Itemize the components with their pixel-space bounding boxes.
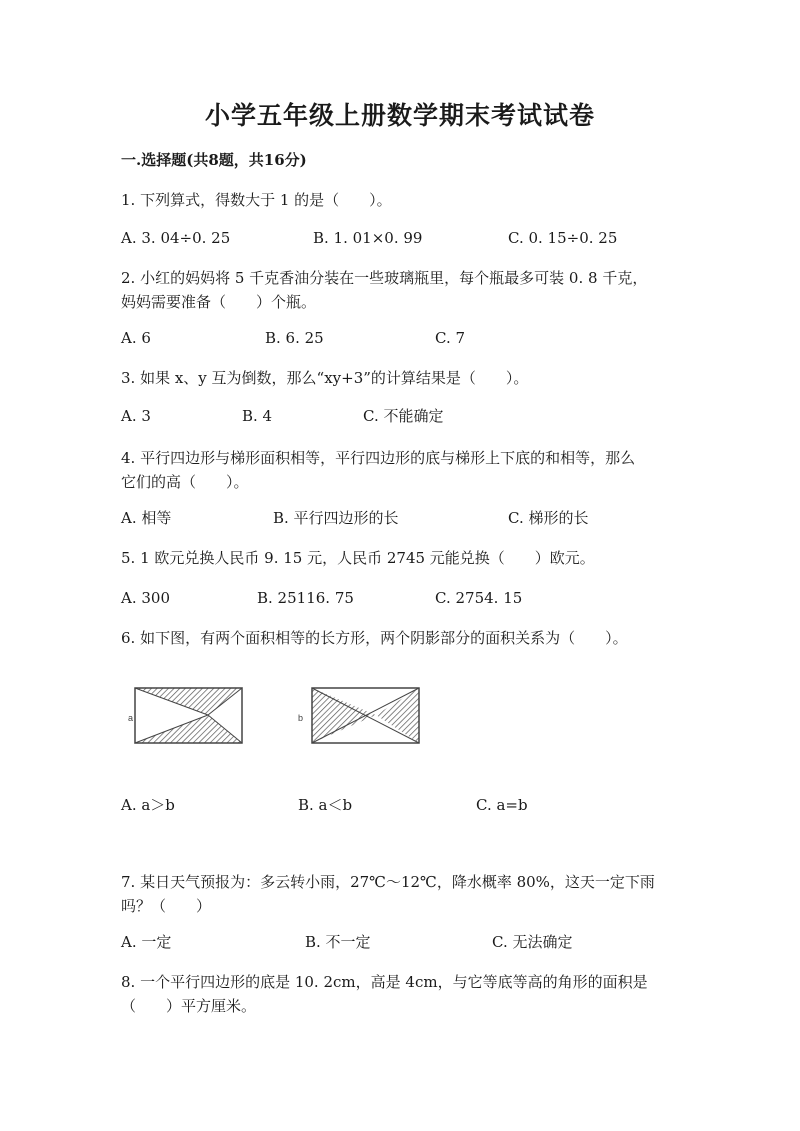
question-5-option-a: A. 300 <box>121 589 170 607</box>
question-5-option-c: C. 2754. 15 <box>435 589 523 607</box>
rectangles-figure <box>128 683 428 757</box>
rectangle-b <box>298 688 419 743</box>
question-3-option-a: A. 3 <box>121 407 151 425</box>
figure-label-a: a <box>128 713 134 723</box>
question-6-text <box>121 626 681 650</box>
question-3-text <box>121 366 681 390</box>
question-line: 它们的高（ ）。 <box>121 473 249 491</box>
question-line: 3. 如果 x、y 互为倒数，那么“xy+3”的计算结果是（ ）。 <box>121 369 529 387</box>
question-line: 4. 平行四边形与梯形面积相等，平行四边形的底与梯形上下底的和相等，那么 <box>121 449 636 467</box>
question-7-option-a: A. 一定 <box>121 933 172 951</box>
page-title: 小学五年级上册数学期末考试试卷 <box>204 101 595 130</box>
question-1-option-b: B. 1. 01×0. 99 <box>313 229 423 247</box>
question-1-option-c: C. 0. 15÷0. 25 <box>508 229 618 247</box>
question-4-option-c: C. 梯形的长 <box>508 509 589 527</box>
shaded-triangle-right <box>376 688 419 743</box>
question-5-option-b: B. 25116. 75 <box>257 589 354 607</box>
question-8-text <box>121 970 681 1018</box>
question-line: （ ）平方厘米。 <box>121 997 257 1015</box>
question-line: 8. 一个平行四边形的底是 10. 2cm，高是 4cm，与它等底等高的角形的面积是 <box>121 973 648 991</box>
question-line: 妈妈需要准备（ ）个瓶。 <box>121 293 317 311</box>
question-2-option-c: C. 7 <box>435 329 466 347</box>
question-6-option-a: A. a＞b <box>121 796 175 814</box>
question-1-option-a: A. 3. 04÷0. 25 <box>121 229 231 247</box>
question-3-option-b: B. 4 <box>242 407 273 425</box>
question-2-option-b: B. 6. 25 <box>265 329 324 347</box>
figure-label-b: b <box>298 713 304 723</box>
question-line: 5. 1 欧元兑换人民币 9. 15 元，人民币 2745 元能兑换（ ）欧元。 <box>121 549 595 567</box>
question-2-option-a: A. 6 <box>121 329 151 347</box>
rectangle-a <box>128 688 242 743</box>
question-7-option-b: B. 不一定 <box>305 933 371 951</box>
question-7-text <box>121 870 681 918</box>
question-6-option-b: B. a＜b <box>298 796 353 814</box>
question-3-option-c: C. 不能确定 <box>363 407 444 425</box>
question-7-option-c: C. 无法确定 <box>492 933 573 951</box>
question-2-text <box>121 266 681 314</box>
rectangles-diagram <box>128 683 428 753</box>
question-4-option-b: B. 平行四边形的长 <box>273 509 399 527</box>
question-6-option-c: C. a=b <box>476 796 528 814</box>
question-line: 2. 小红的妈妈将 5 千克香油分装在一些玻璃瓶里，每个瓶最多可装 0. 8 千克， <box>121 269 648 287</box>
question-4-option-a: A. 相等 <box>121 509 172 527</box>
question-5-text <box>121 546 681 570</box>
question-1-text <box>121 188 681 212</box>
question-line: 1. 下列算式，得数大于 1 的是（ ）。 <box>121 191 392 209</box>
section-heading: 一.选择题(共8题，共16分) <box>121 151 307 169</box>
question-4-text <box>121 446 681 494</box>
question-line: 6. 如下图，有两个面积相等的长方形，两个阴影部分的面积关系为（ ）。 <box>121 629 628 647</box>
question-line: 7. 某日天气预报为：多云转小雨，27℃～12℃，降水概率 80%，这天一定下雨 <box>121 873 655 891</box>
question-line: 吗？（ ） <box>121 897 212 915</box>
